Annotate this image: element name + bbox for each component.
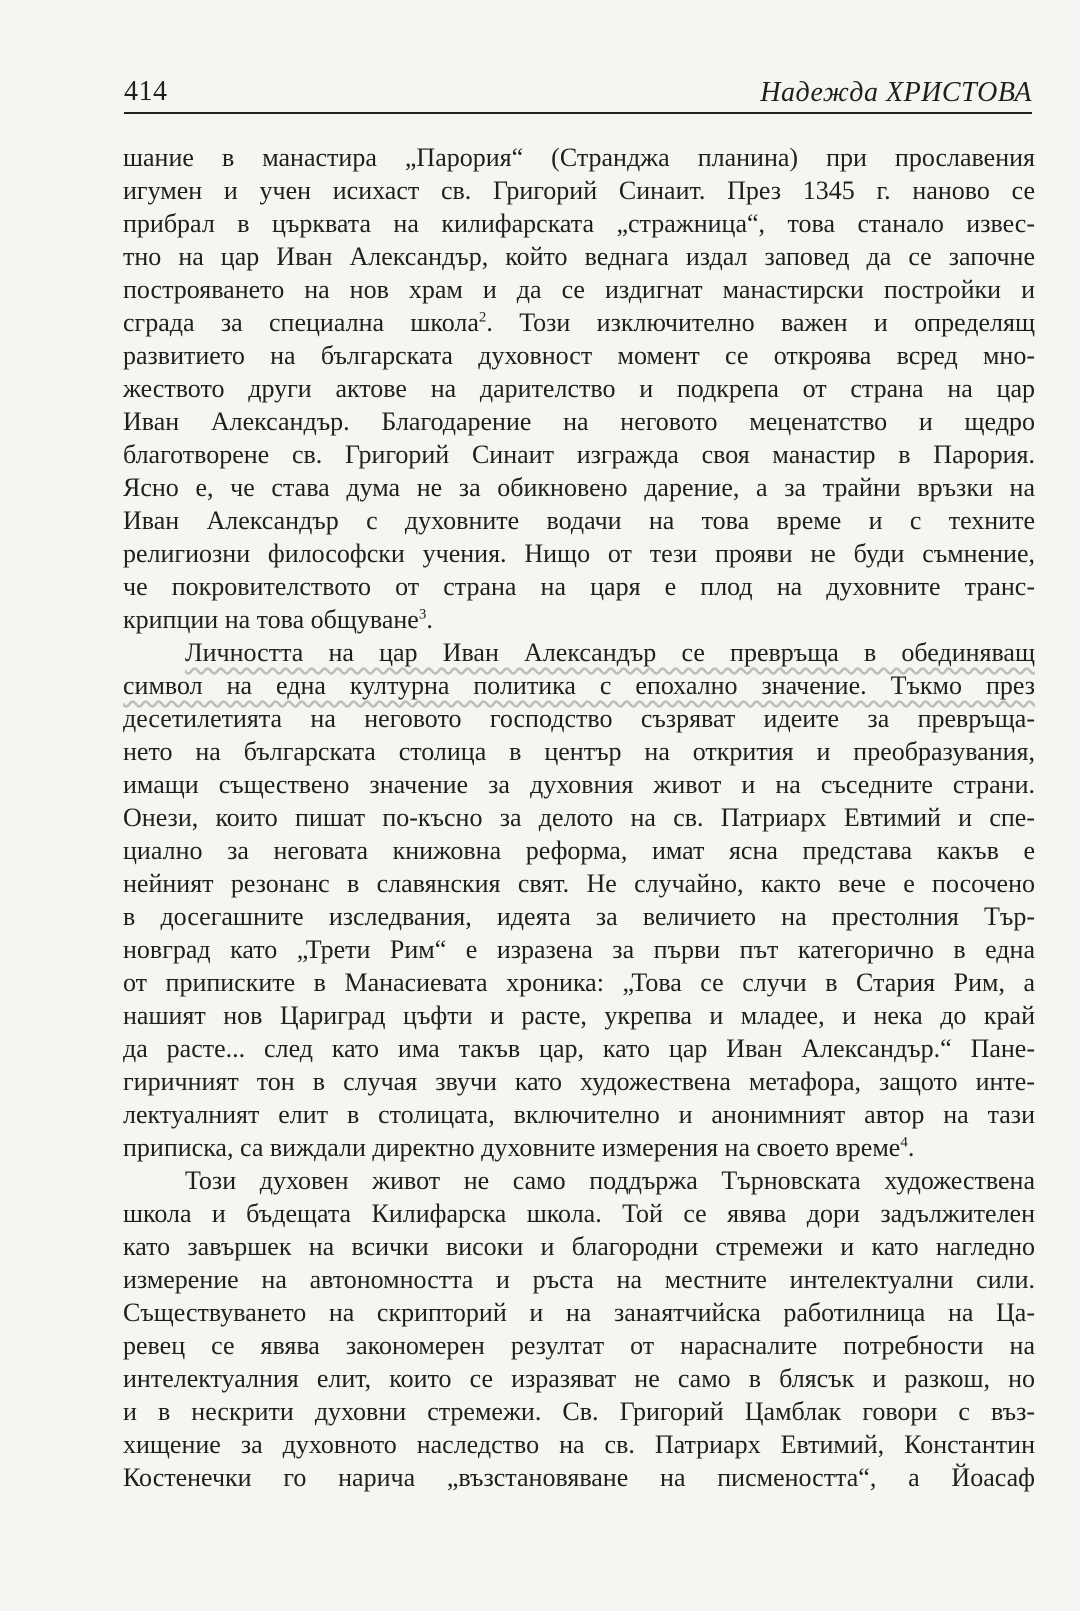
text-segment: сграда за специална школа [123, 308, 479, 337]
text-line: измерение на автономността и ръста на местните интелектуални сили. [123, 1265, 1035, 1294]
text-line: развитието на българската духовност момент се откроява всред мно- [123, 341, 1035, 370]
text-segment: . [426, 605, 433, 634]
text-line: като завършек на всички високи и благородни стремежи и като нагледно [123, 1232, 1035, 1261]
text-line: игумен и учен исихаст св. Григорий Синаит. През 1345 г. наново се [123, 176, 1035, 205]
text-line: имащи съществено значение за духовния живот и на съседните страни. [123, 770, 1035, 799]
text-line [123, 306, 1035, 339]
page-header [124, 72, 1032, 114]
text-line: Онези, които пишат по-късно за делото на св. Патриарх Евтимий и спе- [123, 803, 1035, 832]
text-line: новград като „Трети Рим“ е изразена за първи път категорично в една [123, 935, 1035, 964]
text-line: построяването на нов храм и да се издигнат манастирски постройки и [123, 275, 1035, 304]
body-text [123, 141, 1035, 1494]
text-line: жеството други актове на дарителство и подкрепа от страна на цар [123, 374, 1035, 403]
text-line: религиозни философски учения. Нищо от тези прояви не буди съмнение, [123, 539, 1035, 568]
text-line: нейният резонанс в славянския свят. Не случайно, както вече е посочено [123, 869, 1035, 898]
text-line: школа и бъдещата Килифарска школа. Той се явява дори задължителен [123, 1199, 1035, 1228]
text-line [123, 1131, 1035, 1164]
text-segment: крипции на това общуване [123, 605, 419, 634]
text-line: Съществуването на скрипторий и на занаятчийска работилница на Ца- [123, 1298, 1035, 1327]
text-segment: приписка, са виждали директно духовните измерения на своето време [123, 1133, 901, 1162]
text-line: тно на цар Иван Александър, който веднага издал заповед да се започне [123, 242, 1035, 271]
text-line: Костенечки го нарича „възстановяване на писмеността“, а Йоасаф [123, 1463, 1035, 1492]
text-line: Този духовен живот не само поддържа Търновската художествена [185, 1166, 1035, 1195]
footnote-ref-3: 3 [418, 606, 427, 623]
running-head-author: Надежда ХРИСТОВА [760, 77, 1032, 108]
page-number: 414 [124, 76, 168, 107]
text-line: и в нескрити духовни стремежи. Св. Григорий Цамблак говори с въз- [123, 1397, 1035, 1426]
underlined-text: символ на една културна политика с епохално значение. Тъкмо през [123, 671, 1035, 700]
text-line: благотворене св. Григорий Синаит изгражда своя манастир в Парория. [123, 440, 1035, 469]
text-line [123, 603, 1035, 636]
footnote-ref-2: 2 [478, 309, 487, 326]
text-line: от приписките в Манасиевата хроника: „Това се случи в Стария Рим, а [123, 968, 1035, 997]
text-line: Иван Александър с духовните водачи на това време и с техните [123, 506, 1035, 535]
text-line: лектуалният елит в столицата, включително и анонимният автор на тази [123, 1100, 1035, 1129]
paragraph-2 [123, 636, 1035, 1164]
text-line: ревец се явява закономерен резултат от нарасналите потребности на [123, 1331, 1035, 1360]
text-line: хищение за духовното наследство на св. Патриарх Евтимий, Константин [123, 1430, 1035, 1459]
paragraph-3 [123, 1164, 1035, 1494]
text-line: интелектуалния елит, които се изразяват не само в блясък и разкош, но [123, 1364, 1035, 1393]
text-line: шание в манастира „Парория“ (Странджа планина) при прославения [123, 143, 1035, 172]
text-line: прибрал в църквата на килифарската „стражница“, това станало извес- [123, 209, 1035, 238]
text-line: гиричният тон в случая звучи като художествена метафора, защото инте- [123, 1067, 1035, 1096]
text-line: че покровителството от страна на царя е плод на духовните транс- [123, 572, 1035, 601]
footnote-ref-4: 4 [900, 1134, 908, 1151]
text-line: циално за неговата книжовна реформа, имат ясна представа какъв е [123, 836, 1035, 865]
paragraph-1 [123, 141, 1035, 636]
text-segment: . Този изключително важен и определящ [486, 308, 1035, 337]
text-line: нашият нов Цариград цъфти и расте, укрепва и младее, и нека до край [123, 1001, 1035, 1030]
text-line: десетилетията на неговото господство съзряват идеите за превръща- [123, 704, 1035, 733]
text-line: в досегашните изследвания, идеята за величието на престолния Тър- [123, 902, 1035, 931]
text-line: нето на българската столица в център на открития и преобразувания, [123, 737, 1035, 766]
text-line: да расте... след като има такъв цар, като цар Иван Александър.“ Пане- [123, 1034, 1035, 1063]
text-line: Иван Александър. Благодарение на неговото меценатство и щедро [123, 407, 1035, 436]
text-line: Ясно е, че става дума не за обикновено дарение, а за трайни връзки на [123, 473, 1035, 502]
text-segment: . [907, 1133, 915, 1162]
text-line [123, 669, 1035, 702]
underlined-text: Личността на цар Иван Александър се превръща в обединяващ [185, 638, 1035, 667]
text-line [123, 636, 1035, 669]
